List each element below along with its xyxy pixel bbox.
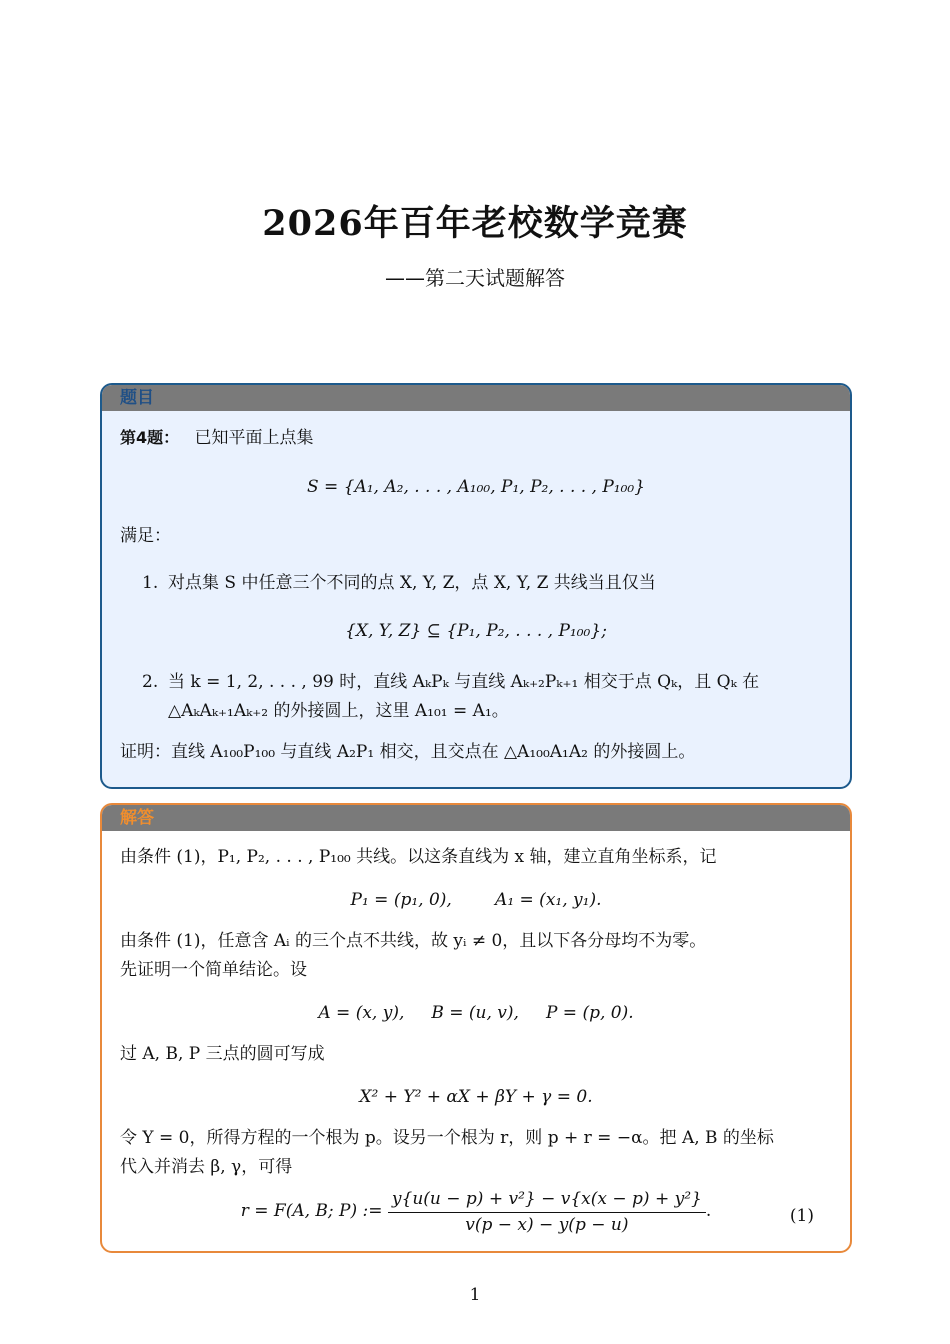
problem-box — [100, 383, 852, 789]
satisfy-text: 满足： — [120, 526, 171, 546]
solution-box-header: 解答 — [102, 805, 850, 831]
solution-equation-4 — [120, 1186, 832, 1237]
equation-4-denominator: v(p − x) − y(p − u) — [465, 1215, 629, 1235]
document-title: 2026年百年老校数学竞赛 — [262, 203, 688, 244]
equation-number: (1) — [789, 1206, 814, 1226]
condition-2 — [120, 668, 832, 726]
problem-box-header: 题目 — [102, 385, 850, 411]
solution-paragraph-2: 由条件 (1)，任意含 Aᵢ 的三个点不共线，故 yᵢ ≠ 0，且以下各分母均不为零。 — [120, 931, 707, 951]
solution-paragraph-5: 令 Y = 0，所得方程的一个根为 p。设另一个根为 r，则 p + r = −α。把 A, B 的坐标 — [120, 1128, 774, 1148]
prove-statement: 证明：直线 A₁₀₀P₁₀₀ 与直线 A₂P₁ 相交，且交点在 △A₁₀₀A₁A₂ 的外接圆上。 — [120, 742, 696, 762]
solution-paragraph-1: 由条件 (1)，P₁, P₂, . . . , P₁₀₀ 共线。以这条直线为 x 轴，建立直角坐标系，记 — [120, 847, 717, 867]
solution-paragraph-6: 代入并消去 β, γ，可得 — [120, 1157, 293, 1177]
document-subtitle: ——第二天试题解答 — [385, 266, 565, 290]
problem-lead — [120, 423, 832, 453]
condition-2-line-2: △AₖAₖ₊₁Aₖ₊₂ 的外接圆上，这里 A₁₀₁ = A₁。 — [168, 701, 509, 721]
condition-1-number: 1. — [142, 573, 159, 593]
solution-equation-3: X² + Y² + αX + βY + γ = 0. — [359, 1087, 593, 1107]
equation-4-period: . — [705, 1201, 712, 1221]
page-number: 1 — [469, 1285, 481, 1305]
equation-4-fraction — [388, 1186, 706, 1237]
problem-label: 第4题： — [120, 428, 180, 447]
condition-1-text: 对点集 S 中任意三个不同的点 X, Y, Z，点 X, Y, Z 共线当且仅当 — [168, 573, 656, 593]
problem-box-body — [102, 411, 850, 767]
condition-2-line-1: 当 k = 1, 2, . . . , 99 时，直线 AₖPₖ 与直线 Aₖ₊₂Pₖ₊₁ 相交于点 Qₖ，且 Qₖ 在 — [168, 672, 760, 692]
solution-paragraph-3: 先证明一个简单结论。设 — [120, 960, 307, 980]
condition-1-equation: {X, Y, Z} ⊆ {P₁, P₂, . . . , P₁₀₀}; — [345, 621, 607, 641]
condition-1 — [120, 569, 832, 598]
problem-lead-text: 已知平面上点集 — [194, 428, 314, 448]
solution-equation-2: A = (x, y), B = (u, v), P = (p, 0). — [318, 1003, 634, 1023]
solution-equation-1: P₁ = (p₁, 0), A₁ = (x₁, y₁). — [350, 890, 602, 910]
equation-4-numerator: y{u(u − p) + v²} − v{x(x − p) + y²} — [388, 1186, 706, 1213]
solution-box-body — [102, 831, 850, 1237]
solution-paragraph-4: 过 A, B, P 三点的圆可写成 — [120, 1044, 325, 1064]
equation-4-lhs: r = F(A, B; P) := — [240, 1201, 383, 1221]
set-equation: S = {A₁, A₂, . . . , A₁₀₀, P₁, P₂, . . . , P₁₀₀} — [306, 477, 646, 497]
condition-2-number: 2. — [142, 672, 159, 692]
solution-box — [100, 803, 852, 1253]
